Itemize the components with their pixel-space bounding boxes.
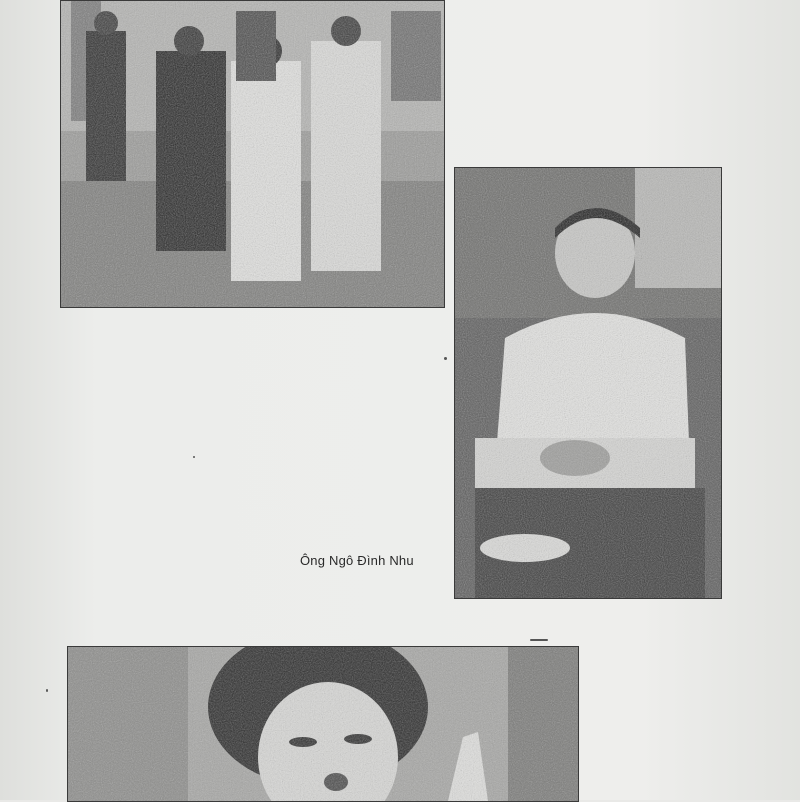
photo-woman-portrait (67, 646, 579, 802)
photo-rubble-group (60, 0, 445, 308)
photo-seated-man (454, 167, 722, 599)
print-speck (444, 357, 447, 360)
print-speck (530, 639, 548, 641)
print-speck (193, 456, 195, 458)
print-speck (46, 689, 48, 692)
photo-caption: Ông Ngô Đình Nhu (300, 553, 414, 568)
